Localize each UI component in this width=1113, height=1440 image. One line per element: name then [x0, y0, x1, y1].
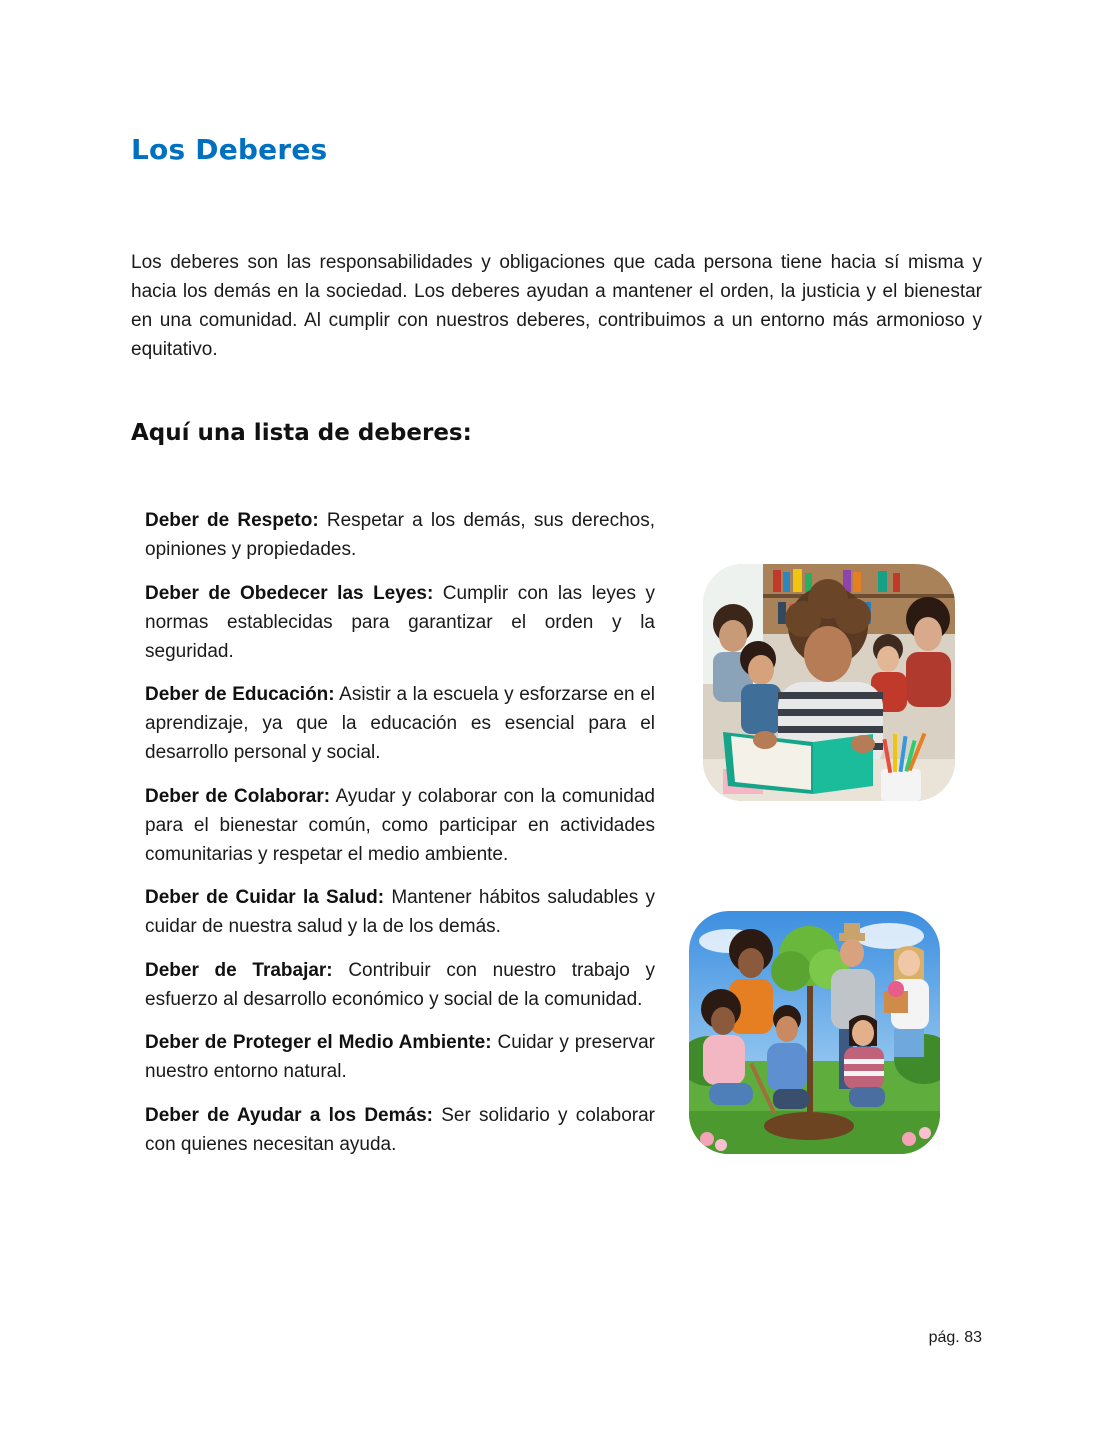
page-title: Los Deberes — [131, 133, 328, 166]
duty-name: Deber de Respeto: — [145, 510, 319, 531]
duty-name: Deber de Proteger el Medio Ambiente: — [145, 1032, 492, 1053]
duty-item-respeto — [145, 506, 655, 564]
children-reading-image — [703, 564, 955, 801]
duty-item-trabajar — [145, 956, 655, 1014]
duty-text: Ayudar y colaborar con la comunidad para el bienestar común, como participar en actividades comunitarias y respetar el medio ambiente. — [145, 785, 655, 865]
duty-text: Ser solidario y colaborar con quienes necesitan ayuda. — [145, 1104, 656, 1155]
list-heading: Aquí una lista de deberes: — [131, 420, 472, 446]
duty-name: Deber de Educación: — [145, 684, 335, 705]
duty-item-medio-ambiente — [145, 1028, 655, 1086]
duty-item-salud — [145, 883, 655, 941]
duty-text: Respetar a los demás, sus derechos, opiniones y propiedades. — [145, 510, 655, 560]
duty-text: Mantener hábitos saludables y cuidar de nuestra salud y la de los demás. — [145, 887, 655, 937]
duty-name: Deber de Trabajar: — [145, 959, 333, 981]
intro-paragraph: Los deberes son las responsabilidades y obligaciones que cada persona tiene hacia sí misma y hacia los demás en la sociedad. Los deberes ayudan a mantener el orden, la justicia y el bienestar en una comunidad. Al cumplir con nuestros deberes, contribuimos a un entorno más armonioso y equitativo. — [131, 252, 982, 360]
duty-name: Deber de Cuidar la Salud: — [145, 887, 385, 908]
duty-name: Deber de Ayudar a los Demás: — [145, 1104, 433, 1126]
duty-text: Cumplir con las leyes y normas establecidas para garantizar el orden y la seguridad. — [145, 582, 655, 662]
duty-name: Deber de Obedecer las Leyes: — [145, 582, 434, 604]
duty-item-educacion — [145, 680, 655, 767]
duties-list — [145, 506, 655, 1173]
duty-item-ayudar — [145, 1101, 655, 1159]
duty-text: Asistir a la escuela y esforzarse en el aprendizaje, ya que la educación es esencial para el desarrollo personal y social. — [145, 684, 655, 763]
duty-name: Deber de Colaborar: — [145, 785, 331, 807]
page-number: pág. 83 — [928, 1329, 982, 1346]
duty-item-leyes — [145, 579, 655, 666]
duty-text: Contribuir con nuestro trabajo y esfuerzo al desarrollo económico y social de la comunidad. — [145, 959, 655, 1010]
duty-item-colaborar — [145, 782, 655, 869]
duty-text: Cuidar y preservar nuestro entorno natural. — [145, 1032, 655, 1082]
tree-planting-image — [689, 911, 940, 1154]
